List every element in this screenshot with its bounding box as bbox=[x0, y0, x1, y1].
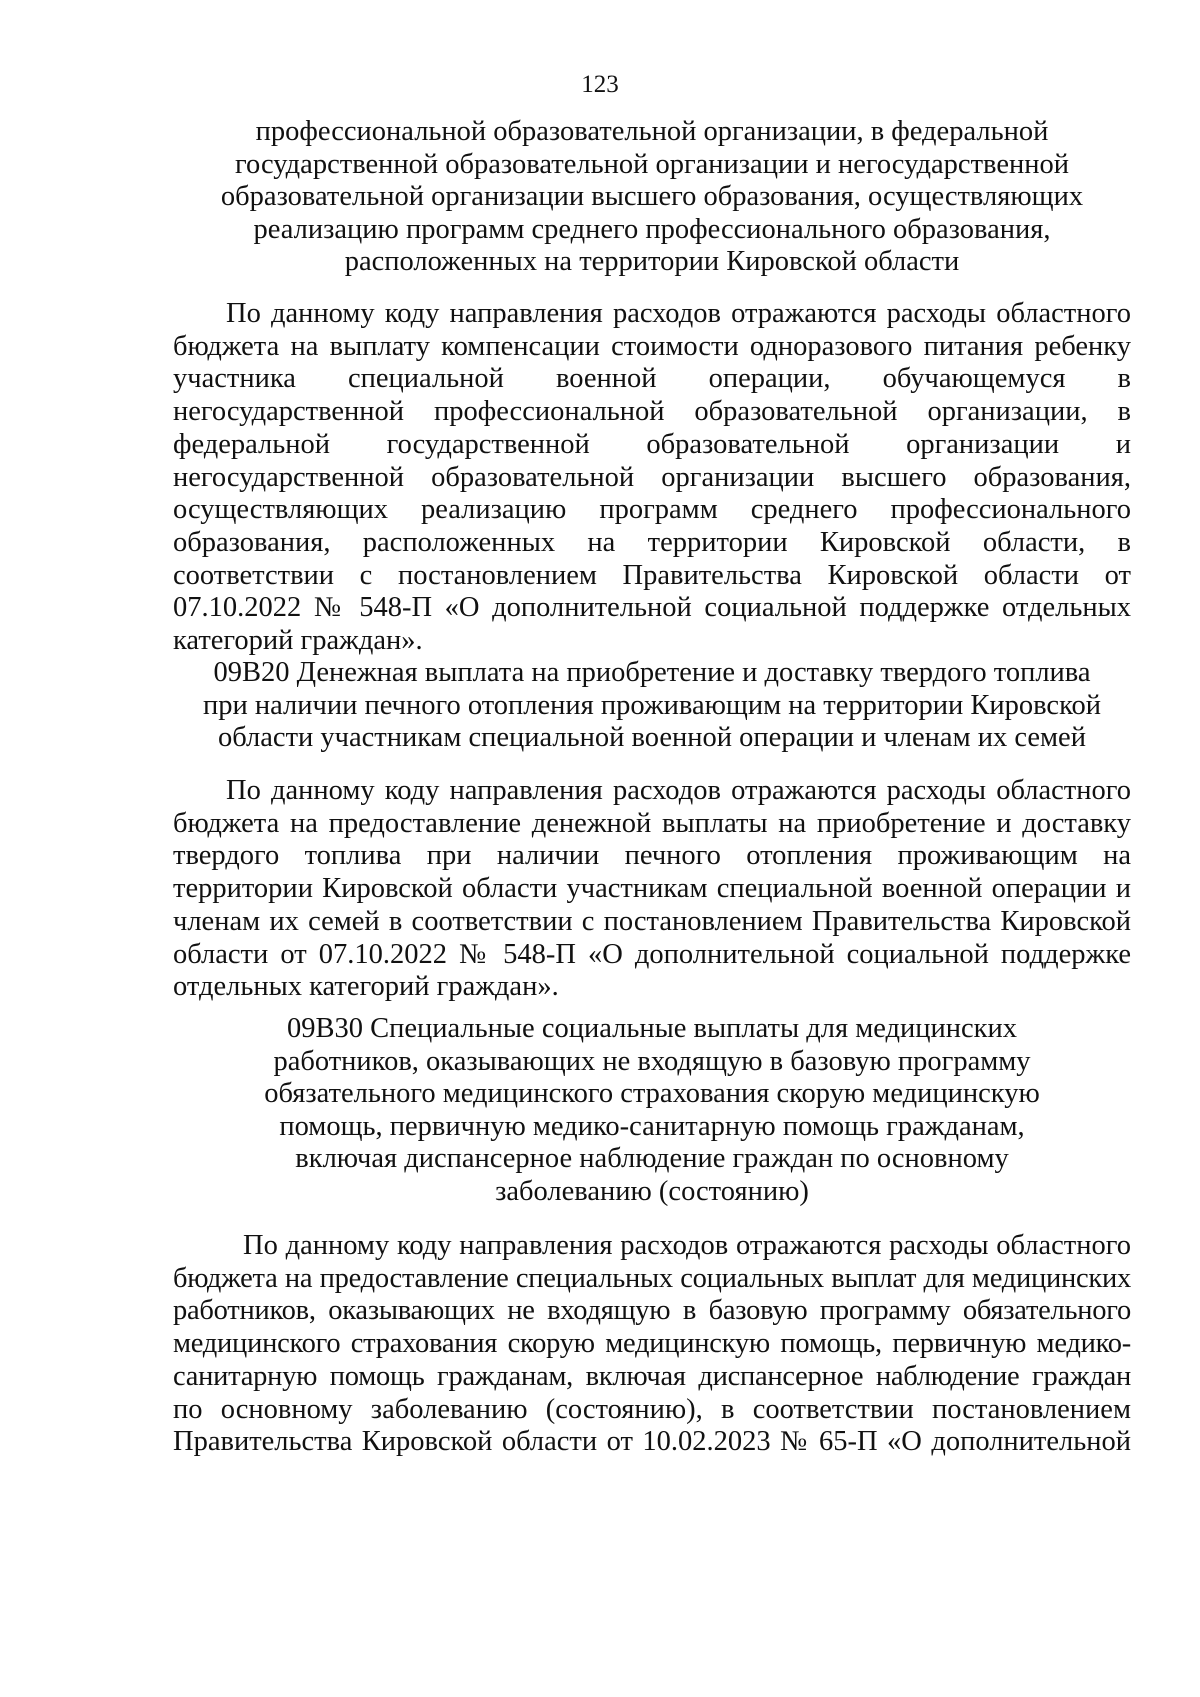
paragraph-line: 07.10.2022 № 548-П «О дополнительной социальной поддержке отдельных bbox=[173, 592, 1131, 624]
heading-line: профессиональной образовательной организации, в федеральной bbox=[255, 116, 1049, 147]
heading-line: при наличии печного отопления проживающим на территории Кировской bbox=[203, 689, 1101, 721]
section-paragraph-1 bbox=[173, 298, 1131, 658]
heading-line: помощь, первичную медико-санитарную помощь гражданам, bbox=[279, 1110, 1025, 1142]
paragraph-line: образования, расположенных на территории Кировской области, в bbox=[173, 526, 1131, 558]
paragraph-line: осуществляющих реализацию программ среднего профессионального bbox=[173, 494, 1131, 526]
heading-line: государственной образовательной организации и негосударственной bbox=[235, 148, 1069, 180]
paragraph-line: бюджета на предоставление специальных социальных выплат для медицинских bbox=[173, 1262, 1131, 1294]
section-heading-1 bbox=[173, 116, 1131, 279]
paragraph-line: бюджета на выплату компенсации стоимости одноразового питания ребенку bbox=[173, 330, 1131, 362]
paragraph-line: твердого топлива при наличии печного отопления проживающим на bbox=[173, 840, 1131, 872]
paragraph-line: по основному заболеванию (состоянию), в соответствии постановлением bbox=[173, 1393, 1131, 1425]
heading-line: 09В20 Денежная выплата на приобретение и доставку твердого топлива bbox=[213, 657, 1091, 688]
paragraph-line: медицинского страхования скорую медицинскую помощь, первичную медико- bbox=[173, 1328, 1131, 1360]
heading-line: области участникам специальной военной операции и членам их семей bbox=[218, 722, 1086, 753]
paragraph-line: негосударственной образовательной организации высшего образования, bbox=[173, 461, 1131, 493]
heading-line: обязательного медицинского страхования скорую медицинскую bbox=[264, 1078, 1040, 1109]
paragraph-line: территории Кировской области участникам специальной военной операции и bbox=[173, 873, 1131, 905]
heading-line: образовательной организации высшего образования, осуществляющих bbox=[220, 181, 1084, 212]
section-heading-2 bbox=[173, 657, 1131, 755]
section-paragraph-2 bbox=[173, 775, 1131, 1004]
paragraph-line: области от 07.10.2022 № 548-П «О дополнительной социальной поддержке bbox=[173, 938, 1131, 970]
paragraph-line: По данному коду направления расходов отражаются расходы областного bbox=[226, 298, 1131, 329]
heading-line: 09В30 Специальные социальные выплаты для медицинских bbox=[286, 1013, 1018, 1044]
paragraph-line: санитарную помощь гражданам, включая диспансерное наблюдение граждан bbox=[173, 1360, 1131, 1392]
heading-line: работников, оказывающих не входящую в базовую программу bbox=[273, 1045, 1031, 1077]
paragraph-line: участника специальной военной операции, обучающемуся в bbox=[173, 363, 1131, 395]
paragraph-line: категорий граждан». bbox=[173, 625, 423, 657]
paragraph-line: Правительства Кировской области от 10.02.2023 № 65-П «О дополнительной bbox=[173, 1426, 1131, 1458]
paragraph-line: федеральной государственной образовательной организации и bbox=[173, 428, 1131, 460]
heading-line: расположенных на территории Кировской области bbox=[344, 246, 960, 277]
paragraph-line: соответствии с постановлением Правительства Кировской области от bbox=[173, 559, 1131, 591]
paragraph-line: негосударственной профессиональной образовательной организации, в bbox=[173, 396, 1131, 428]
heading-line: заболеванию (состоянию) bbox=[495, 1175, 809, 1207]
section-paragraph-3 bbox=[173, 1230, 1131, 1459]
paragraph-line: работников, оказывающих не входящую в базовую программу обязательного bbox=[173, 1295, 1131, 1327]
heading-line: реализацию программ среднего профессионального образования, bbox=[253, 213, 1051, 245]
page-number: 123 bbox=[581, 71, 619, 98]
heading-line: включая диспансерное наблюдение граждан по основному bbox=[295, 1143, 1009, 1174]
paragraph-line: отдельных категорий граждан». bbox=[173, 971, 559, 1003]
paragraph-line: бюджета на предоставление денежной выплаты на приобретение и доставку bbox=[173, 807, 1131, 839]
paragraph-line: По данному коду направления расходов отражаются расходы областного bbox=[243, 1230, 1131, 1261]
section-heading-3 bbox=[173, 1013, 1131, 1208]
paragraph-line: членам их семей в соответствии с постановлением Правительства Кировской bbox=[173, 905, 1131, 937]
paragraph-line: По данному коду направления расходов отражаются расходы областного bbox=[226, 775, 1131, 806]
